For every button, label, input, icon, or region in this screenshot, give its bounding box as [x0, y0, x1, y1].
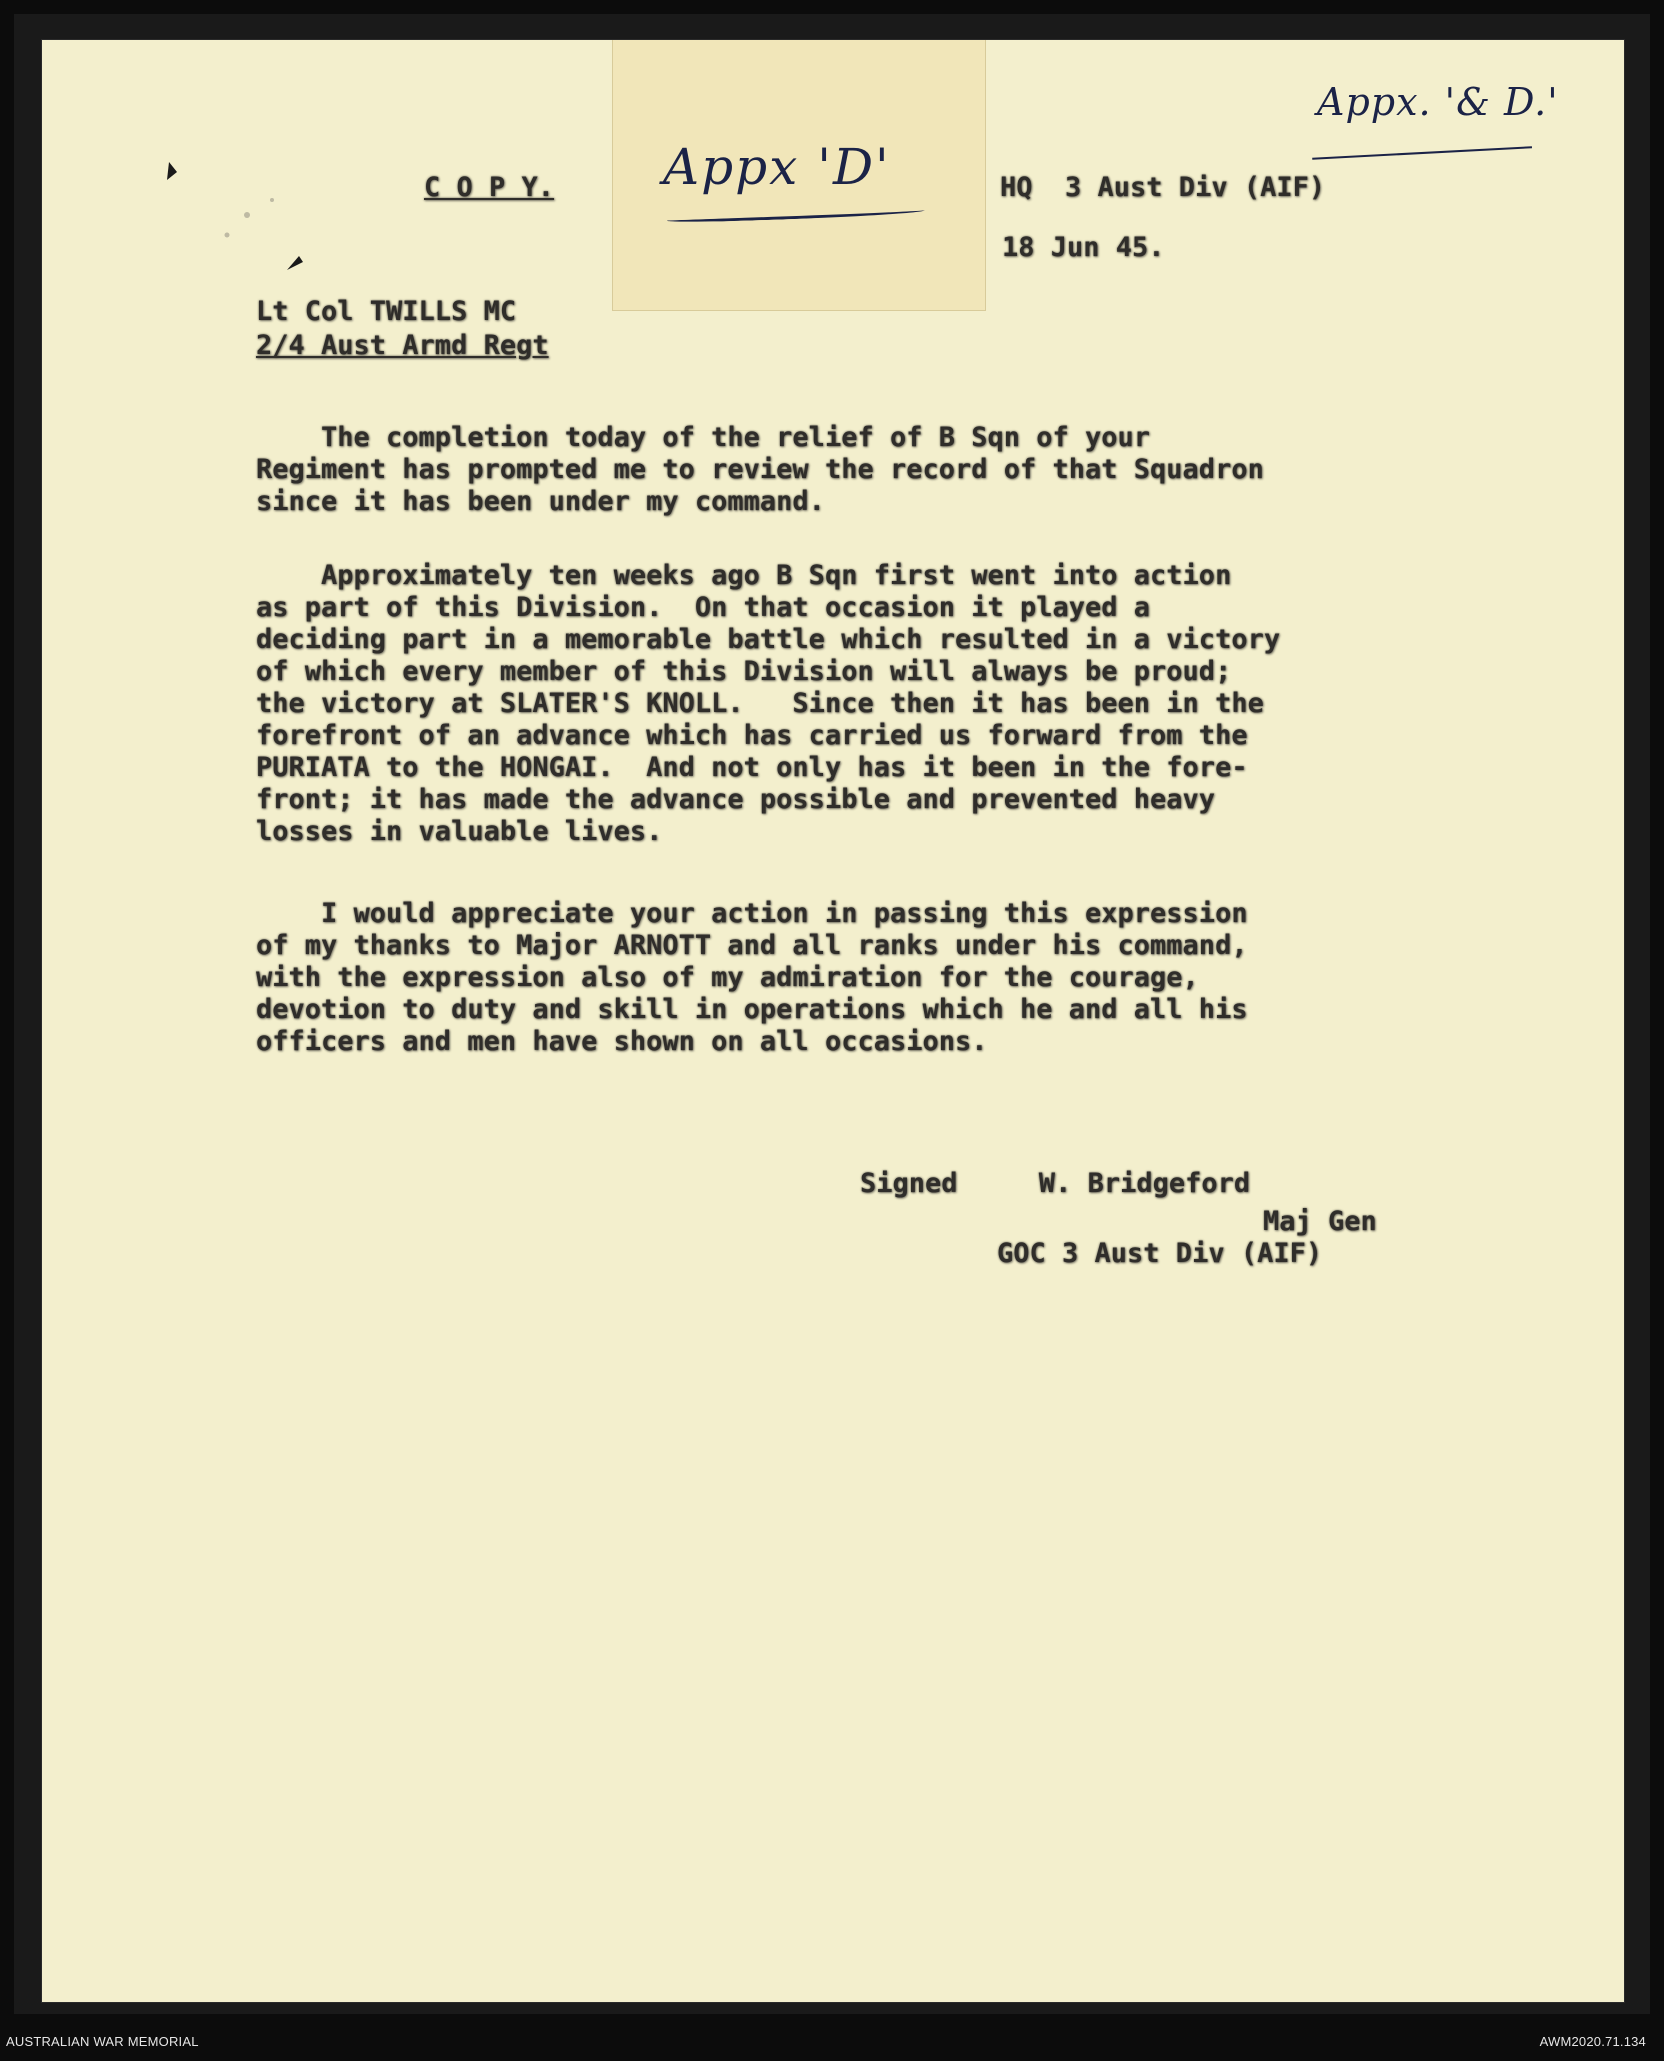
- archive-reference: AWM2020.71.134: [1539, 2034, 1646, 2049]
- text-line: of which every member of this Division will always be proud;: [256, 656, 1232, 687]
- text-line: losses in valuable lives.: [256, 816, 663, 847]
- paragraph-3: [256, 898, 1486, 1058]
- text-line: Approximately ten weeks ago B Sqn first went into action: [256, 560, 1232, 591]
- text-line: I would appreciate your action in passing this expression: [256, 898, 1248, 929]
- text-line: devotion to duty and skill in operations which he and all his: [256, 994, 1248, 1025]
- text-line: the victory at SLATER'S KNOLL. Since then it has been in the: [256, 688, 1264, 719]
- text-line: since it has been under my command.: [256, 486, 825, 517]
- text-line: Regiment has prompted me to review the record of that Squadron: [256, 454, 1264, 485]
- document-date: 18 Jun 45.: [1002, 232, 1165, 263]
- text-line: officers and men have shown on all occasions.: [256, 1026, 988, 1057]
- addressee-unit: 2/4 Aust Armd Regt: [256, 330, 549, 361]
- text-line: front; it has made the advance possible and prevented heavy: [256, 784, 1216, 815]
- text-line: The completion today of the relief of B Sqn of your: [256, 422, 1151, 453]
- text-line: of my thanks to Major ARNOTT and all ranks under his command,: [256, 930, 1248, 961]
- paragraph-2: [256, 560, 1486, 848]
- document-page: [42, 40, 1624, 2002]
- appendix-label-underline: [667, 208, 925, 224]
- corner-label-underline: [1312, 142, 1532, 160]
- text-line: PURIATA to the HONGAI. And not only has it been in the fore-: [256, 752, 1248, 783]
- appendix-label-handwritten: Appx 'D': [663, 138, 891, 196]
- appendix-paper-slip: [612, 40, 986, 311]
- originating-unit: HQ 3 Aust Div (AIF): [1000, 172, 1326, 203]
- signatory-title: GOC 3 Aust Div (AIF): [997, 1238, 1323, 1269]
- signatory-rank: Maj Gen: [1263, 1206, 1377, 1237]
- copy-heading: C O P Y.: [424, 172, 555, 203]
- archive-credit: AUSTRALIAN WAR MEMORIAL: [6, 2034, 199, 2049]
- punch-hole-marks: [127, 120, 317, 290]
- signature-line: Signed W. Bridgeford: [860, 1168, 1251, 1199]
- text-line: deciding part in a memorable battle which resulted in a victory: [256, 624, 1281, 655]
- paragraph-1: [256, 422, 1486, 518]
- text-line: forefront of an advance which has carried us forward from the: [256, 720, 1248, 751]
- text-line: as part of this Division. On that occasion it played a: [256, 592, 1151, 623]
- text-line: with the expression also of my admiration for the courage,: [256, 962, 1199, 993]
- corner-appendix-label-handwritten: Appx. '& D.': [1317, 80, 1559, 124]
- addressee-name: Lt Col TWILLS MC: [256, 296, 517, 327]
